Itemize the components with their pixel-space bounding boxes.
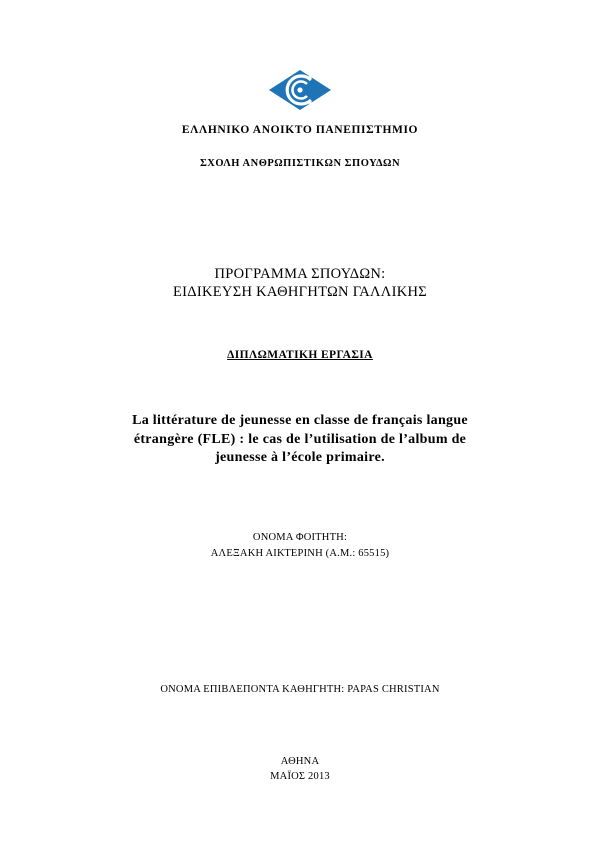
thesis-title-line-1: La littérature de jeunesse en classe de français langue: [132, 413, 468, 428]
university-name: ΕΛΛΗΝΙΚΟ ΑΝΟΙΚΤΟ ΠΑΝΕΠΙΣΤΗΜΙΟ: [181, 124, 419, 136]
thesis-label: ΔΙΠΛΩΜΑΤΙΚΗ ΕΡΓΑΣΙΑ: [227, 349, 373, 361]
supervisor-line: ΟΝΟΜΑ ΕΠΙΒΛΕΠΟΝΤΑ ΚΑΘΗΓΗΤΗ: PAPAS CHRISTIAN: [160, 684, 440, 695]
school-name: ΣΧΟΛΗ ΑΝΘΡΩΠΙΣΤΙΚΩΝ ΣΠΟΥΔΩΝ: [199, 158, 401, 169]
program-specialization: ΕΙΔΙΚΕΥΣΗ ΚΑΘΗΓΗΤΩΝ ΓΑΛΛΙΚΗΣ: [172, 284, 428, 300]
program-label: ΠΡΟΓΡΑΜΜΑ ΣΠΟΥΔΩΝ:: [214, 266, 386, 282]
thesis-title-line-2: étrangère (FLE) : le cas de l’utilisation de l’album de: [133, 431, 467, 447]
place-date-block: [0, 754, 600, 784]
thesis-title: [0, 412, 600, 468]
student-label: ΟΝΟΜΑ ΦΟΙΤΗΤΗ:: [252, 532, 348, 543]
thesis-title-line-3: jeunesse à l’école primaire.: [215, 450, 385, 465]
student-block: [0, 530, 600, 562]
student-name: ΑΛΕΞΑΚΗ ΑΙΚΤΕΡΙΝΗ (Α.Μ.: 65515): [210, 548, 390, 559]
city: ΑΘΗΝΑ: [280, 756, 320, 767]
university-logo-icon: [268, 69, 332, 111]
program-block: [0, 265, 600, 301]
date: ΜΑΪΟΣ 2013: [270, 771, 330, 782]
